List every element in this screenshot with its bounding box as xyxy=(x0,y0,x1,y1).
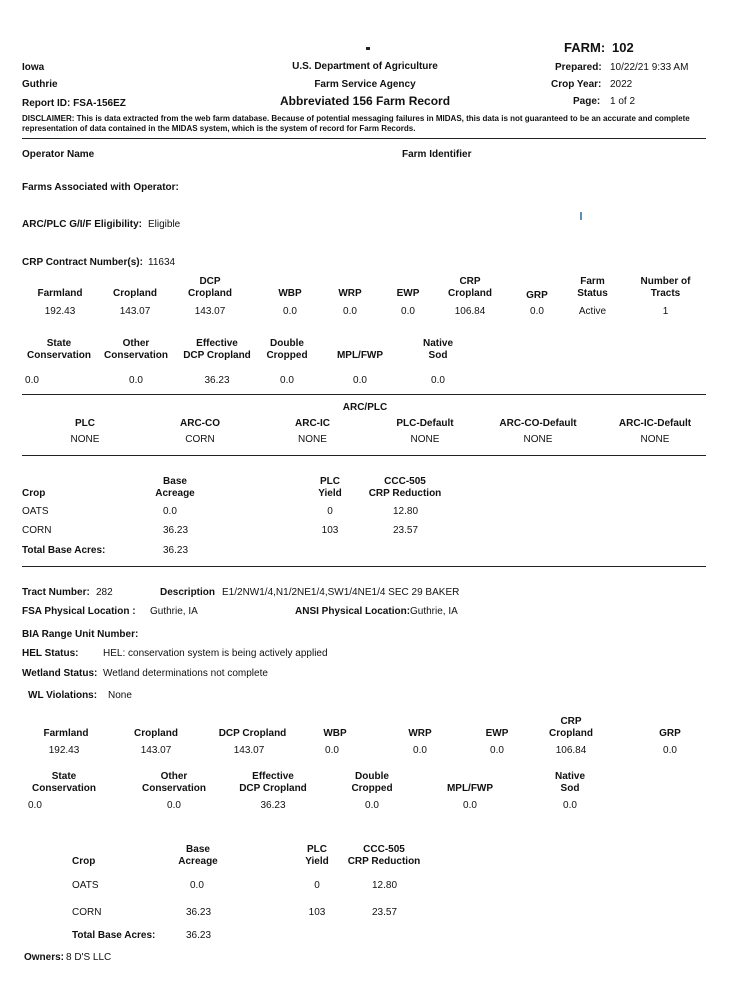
tract-crops-header-base-acreage: Base Acreage xyxy=(178,844,218,867)
crop-year-value: 2022 xyxy=(610,79,633,90)
state-name: Iowa xyxy=(22,62,45,73)
farm-header-mpl-fwp: MPL/FWP xyxy=(336,350,384,361)
tract-description-value: E1/2NW1/4,N1/2NE1/4,SW1/4NE1/4 SEC 29 BAKER xyxy=(222,587,460,598)
arcplc-value-arc-co: CORN xyxy=(185,434,215,445)
tract-crops-row-2-base: 36.23 xyxy=(186,907,212,918)
report-id: Report ID: FSA-156EZ xyxy=(22,98,126,109)
stray-mark xyxy=(580,212,582,220)
ansi-location-label: ANSI Physical Location: xyxy=(295,606,411,617)
arcplc-value-arc-co-default: NONE xyxy=(523,434,553,445)
farm-value-dcp-cropland: 143.07 xyxy=(194,306,226,317)
farm-crops-row-1-base: 0.0 xyxy=(163,506,177,517)
farm-number: 102 xyxy=(612,40,634,55)
farm-header-state-conservation: State Conservation xyxy=(27,338,91,361)
farm-header-crp-cropland: CRP Cropland xyxy=(448,276,492,299)
tract-header-ewp: EWP xyxy=(485,728,509,739)
tract-value-cropland: 143.07 xyxy=(140,745,172,756)
farm-crops-header-plc-yield: PLC Yield xyxy=(318,476,342,499)
tract-value-crp-cropland: 106.84 xyxy=(555,745,587,756)
page-value: 1 of 2 xyxy=(610,96,636,107)
farm-header-grp: GRP xyxy=(526,290,548,301)
tract-crops-row-2-yield: 103 xyxy=(308,907,326,918)
farm-crops-row-2-yield: 103 xyxy=(321,525,339,536)
tract-header-double-cropped: Double Cropped xyxy=(351,771,393,794)
tract-value-effective-dcp: 36.23 xyxy=(260,800,286,811)
arcplc-value-plc: NONE xyxy=(70,434,100,445)
farm-header-farm-status: Farm Status xyxy=(577,276,608,299)
farm-label: FARM: xyxy=(564,40,606,55)
farm-value-effective-dcp: 36.23 xyxy=(204,375,230,386)
tract-value-grp: 0.0 xyxy=(663,745,677,756)
eligibility-label: ARC/PLC G/I/F Eligibility: xyxy=(22,219,142,230)
tract-crops-header-crp-reduction: CCC-505 CRP Reduction xyxy=(347,844,421,867)
arcplc-header-plc-default: PLC-Default xyxy=(396,418,454,429)
tract-crops-header-crop: Crop xyxy=(72,856,96,867)
farm-value-ewp: 0.0 xyxy=(401,306,415,317)
arcplc-value-plc-default: NONE xyxy=(410,434,440,445)
farm-header-number-of-tracts: Number of Tracts xyxy=(640,276,691,299)
crp-contract-label: CRP Contract Number(s): xyxy=(22,257,143,268)
farm-crops-header-crop: Crop xyxy=(22,488,46,499)
arcplc-value-arc-ic-default: NONE xyxy=(640,434,670,445)
divider xyxy=(22,138,706,139)
tract-value-wbp: 0.0 xyxy=(325,745,339,756)
farm-header-cropland: Cropland xyxy=(113,288,157,299)
tract-value-dcp-cropland: 143.07 xyxy=(233,745,265,756)
arcplc-header-plc: PLC xyxy=(75,418,95,429)
wl-violations-label: WL Violations: xyxy=(28,690,98,701)
tract-header-dcp-cropland: DCP Cropland xyxy=(218,728,287,739)
farm-header-other-conservation: Other Conservation xyxy=(104,338,168,361)
arcplc-value-arc-ic: NONE xyxy=(298,434,327,445)
agency-name: Farm Service Agency xyxy=(314,79,416,90)
tract-crops-row-2-reduction: 23.57 xyxy=(372,907,398,918)
farm-value-farm-status: Active xyxy=(578,306,607,317)
prepared-label: Prepared: xyxy=(555,62,602,73)
tract-number-label: Tract Number: xyxy=(22,587,90,598)
disclaimer: DISCLAIMER: This is data extracted from the web farm database. Because of potential messaging failures in MIDAS, this data is not guaranteed to be an accurate and complete representation of data contained in the MIDAS system, which is the system of record for Farm Records. xyxy=(22,114,690,133)
prepared-value: 10/22/21 9:33 AM xyxy=(610,62,689,73)
arcplc-header-arc-ic-default: ARC-IC-Default xyxy=(618,418,692,429)
farm-header-dcp-cropland: DCP Cropland xyxy=(188,276,232,299)
tract-crops-header-plc-yield: PLC Yield xyxy=(305,844,329,867)
tract-header-wrp: WRP xyxy=(408,728,432,739)
tract-total-base-acres-label: Total Base Acres: xyxy=(72,930,156,941)
wl-violations-value: None xyxy=(108,690,132,701)
tract-header-state-conservation: State Conservation xyxy=(32,771,96,794)
farm-total-base-acres-label: Total Base Acres: xyxy=(22,545,106,556)
tract-number-value: 282 xyxy=(96,587,113,598)
farm-value-number-of-tracts: 1 xyxy=(662,306,669,317)
farm-value-grp: 0.0 xyxy=(530,306,544,317)
fsa-location-label: FSA Physical Location : xyxy=(22,606,136,617)
farm-value-crp-cropland: 106.84 xyxy=(454,306,486,317)
farm-crops-row-1-reduction: 12.80 xyxy=(393,506,419,517)
tract-value-farmland: 192.43 xyxy=(48,745,80,756)
tract-total-base-acres-value: 36.23 xyxy=(186,930,212,941)
arcplc-header-arc-ic: ARC-IC xyxy=(295,418,330,429)
tract-header-effective-dcp: Effective DCP Cropland xyxy=(239,771,307,794)
farm-value-wbp: 0.0 xyxy=(283,306,297,317)
tract-crops-row-2-crop: CORN xyxy=(72,907,102,918)
tract-header-farmland: Farmland xyxy=(43,728,89,739)
tract-crops-row-1-base: 0.0 xyxy=(190,880,204,891)
crop-year-label: Crop Year: xyxy=(551,79,602,90)
farm-header-double-cropped: Double Cropped xyxy=(266,338,308,361)
county-name: Guthrie xyxy=(22,79,58,90)
tract-crops-row-1-reduction: 12.80 xyxy=(372,880,398,891)
farm-value-native-sod: 0.0 xyxy=(431,375,445,386)
farm-value-mpl-fwp: 0.0 xyxy=(353,375,367,386)
arcplc-title: ARC/PLC xyxy=(342,402,388,413)
farm-value-double-cropped: 0.0 xyxy=(280,375,294,386)
wetland-status-label: Wetland Status: xyxy=(22,668,98,679)
farm-identifier-label: Farm Identifier xyxy=(402,149,472,160)
divider xyxy=(22,394,706,395)
farm-header-wrp: WRP xyxy=(338,288,362,299)
farm-crops-row-2-reduction: 23.57 xyxy=(393,525,419,536)
farm-crops-header-base-acreage: Base Acreage xyxy=(155,476,195,499)
bia-range-unit-label: BIA Range Unit Number: xyxy=(22,629,139,640)
fsa-location-value: Guthrie, IA xyxy=(150,606,198,617)
hel-status-value: HEL: conservation system is being actively applied xyxy=(103,648,328,659)
tract-value-ewp: 0.0 xyxy=(490,745,504,756)
tract-crops-row-1-crop: OATS xyxy=(72,880,99,891)
tract-header-other-conservation: Other Conservation xyxy=(142,771,206,794)
tract-header-native-sod: Native Sod xyxy=(554,771,585,794)
tract-header-cropland: Cropland xyxy=(134,728,178,739)
tract-crops-row-1-yield: 0 xyxy=(314,880,320,891)
tract-value-state-conservation: 0.0 xyxy=(28,800,42,811)
tract-header-crp-cropland: CRP Cropland xyxy=(549,716,593,739)
owners-label: Owners: xyxy=(24,952,65,963)
tract-value-mpl-fwp: 0.0 xyxy=(463,800,477,811)
farm-crops-row-2-base: 36.23 xyxy=(163,525,189,536)
farm-header-ewp: EWP xyxy=(396,288,420,299)
farm-header-native-sod: Native Sod xyxy=(422,338,453,361)
tract-header-grp: GRP xyxy=(659,728,681,739)
tract-value-native-sod: 0.0 xyxy=(563,800,577,811)
farm-crops-row-1-crop: OATS xyxy=(22,506,49,517)
farm-value-state-conservation: 0.0 xyxy=(25,375,39,386)
farm-total-base-acres-value: 36.23 xyxy=(163,545,189,556)
crp-contract-value: 11634 xyxy=(148,257,176,268)
tract-header-wbp: WBP xyxy=(323,728,347,739)
tract-value-other-conservation: 0.0 xyxy=(167,800,181,811)
operator-name-label: Operator Name xyxy=(22,149,95,160)
tract-description-label: Description xyxy=(160,587,216,598)
print-mark xyxy=(366,47,370,50)
farm-crops-row-1-yield: 0 xyxy=(327,506,333,517)
farm-crops-row-2-crop: CORN xyxy=(22,525,52,536)
hel-status-label: HEL Status: xyxy=(22,648,79,659)
farm-header-farmland: Farmland xyxy=(37,288,83,299)
divider xyxy=(22,455,706,456)
tract-value-double-cropped: 0.0 xyxy=(365,800,379,811)
farm-value-other-conservation: 0.0 xyxy=(129,375,143,386)
arcplc-header-arc-co: ARC-CO xyxy=(180,418,220,429)
wetland-status-value: Wetland determinations not complete xyxy=(103,668,268,679)
department-name: U.S. Department of Agriculture xyxy=(292,61,438,72)
farm-value-wrp: 0.0 xyxy=(343,306,357,317)
page-title: Abbreviated 156 Farm Record xyxy=(279,94,451,108)
divider xyxy=(22,566,706,567)
farm-header-effective-dcp: Effective DCP Cropland xyxy=(183,338,251,361)
farm-crops-header-crp-reduction: CCC-505 CRP Reduction xyxy=(368,476,442,499)
farm-header-wbp: WBP xyxy=(278,288,302,299)
farm-value-cropland: 143.07 xyxy=(119,306,151,317)
ansi-location-value: Guthrie, IA xyxy=(410,606,458,617)
tract-value-wrp: 0.0 xyxy=(413,745,427,756)
page-label: Page: xyxy=(573,96,601,107)
owners-value: 8 D'S LLC xyxy=(66,952,112,963)
eligibility-value: Eligible xyxy=(148,219,181,230)
farm-value-farmland: 192.43 xyxy=(44,306,76,317)
farms-associated-label: Farms Associated with Operator: xyxy=(22,182,179,193)
tract-header-mpl-fwp: MPL/FWP xyxy=(446,783,494,794)
arcplc-header-arc-co-default: ARC-CO-Default xyxy=(499,418,577,429)
